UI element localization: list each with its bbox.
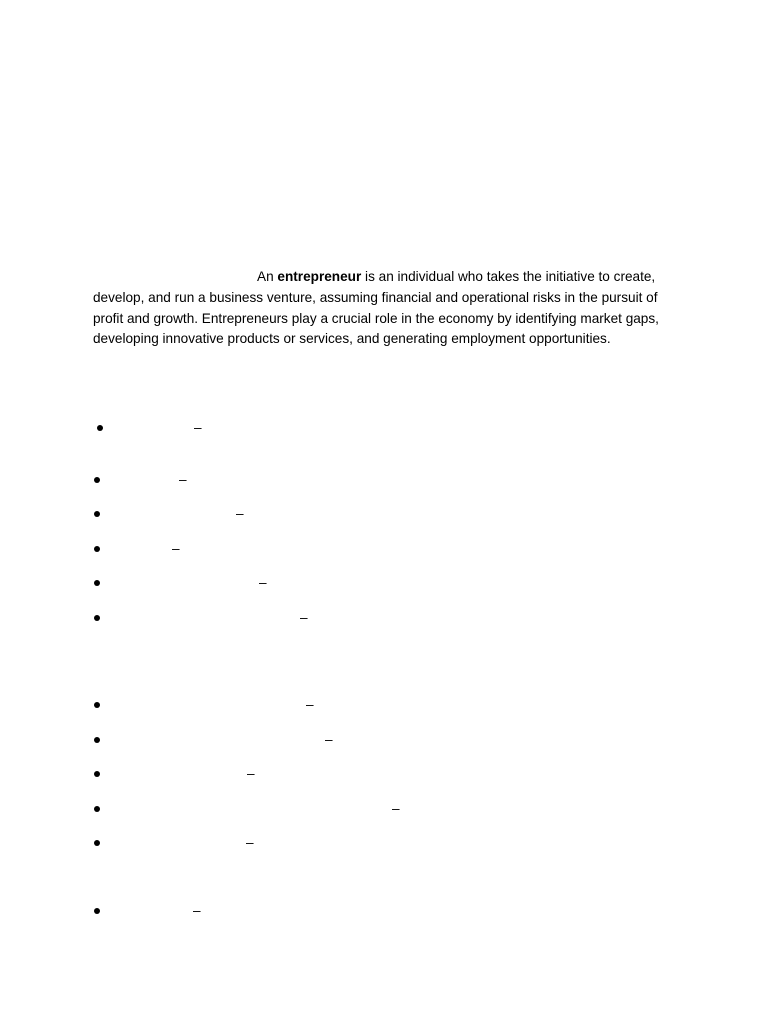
list-item — [0, 695, 768, 715]
bullet-icon — [94, 615, 100, 621]
intro-paragraph — [93, 267, 683, 350]
list-item-dash: – — [247, 766, 255, 781]
bullet-icon — [94, 477, 100, 483]
list-item-dash: – — [259, 575, 267, 590]
list-item — [0, 504, 768, 524]
bullet-icon — [94, 702, 100, 708]
bullet-icon — [94, 580, 100, 586]
bullet-icon — [94, 840, 100, 846]
bullet-icon — [94, 806, 100, 812]
list-item — [0, 573, 768, 593]
list-item — [0, 764, 768, 784]
list-item — [0, 418, 768, 438]
list-item-dash: – — [179, 472, 187, 487]
bullet-icon — [94, 771, 100, 777]
list-item-dash: – — [300, 610, 308, 625]
list-item-dash: – — [392, 801, 400, 816]
list-item — [0, 730, 768, 750]
list-item — [0, 799, 768, 819]
list-item-dash: – — [193, 903, 201, 918]
list-item — [0, 608, 768, 628]
list-item-dash: – — [194, 420, 202, 435]
intro-prefix: An — [257, 269, 278, 284]
bullet-icon — [94, 546, 100, 552]
list-item-dash: – — [246, 835, 254, 850]
list-item — [0, 470, 768, 490]
list-item-dash: – — [236, 506, 244, 521]
bullet-icon — [94, 737, 100, 743]
intro-term: entrepreneur — [277, 269, 362, 284]
bullet-icon — [97, 425, 103, 431]
list-item-dash: – — [325, 732, 333, 747]
list-item — [0, 833, 768, 853]
list-item — [0, 901, 768, 921]
list-item-dash: – — [306, 697, 314, 712]
list-item-dash: – — [172, 541, 180, 556]
bullet-icon — [94, 908, 100, 914]
intro-text: is an individual who takes the initiative to create, develop, and run a business venture, assuming financial and operational risks in the pursuit of profit and growth. Entrepreneurs play a crucial role in the economy by identifying market gaps, developing innovative products or services, and generating employment opportunities. — [93, 269, 659, 347]
bullet-icon — [94, 511, 100, 517]
list-item — [0, 539, 768, 559]
